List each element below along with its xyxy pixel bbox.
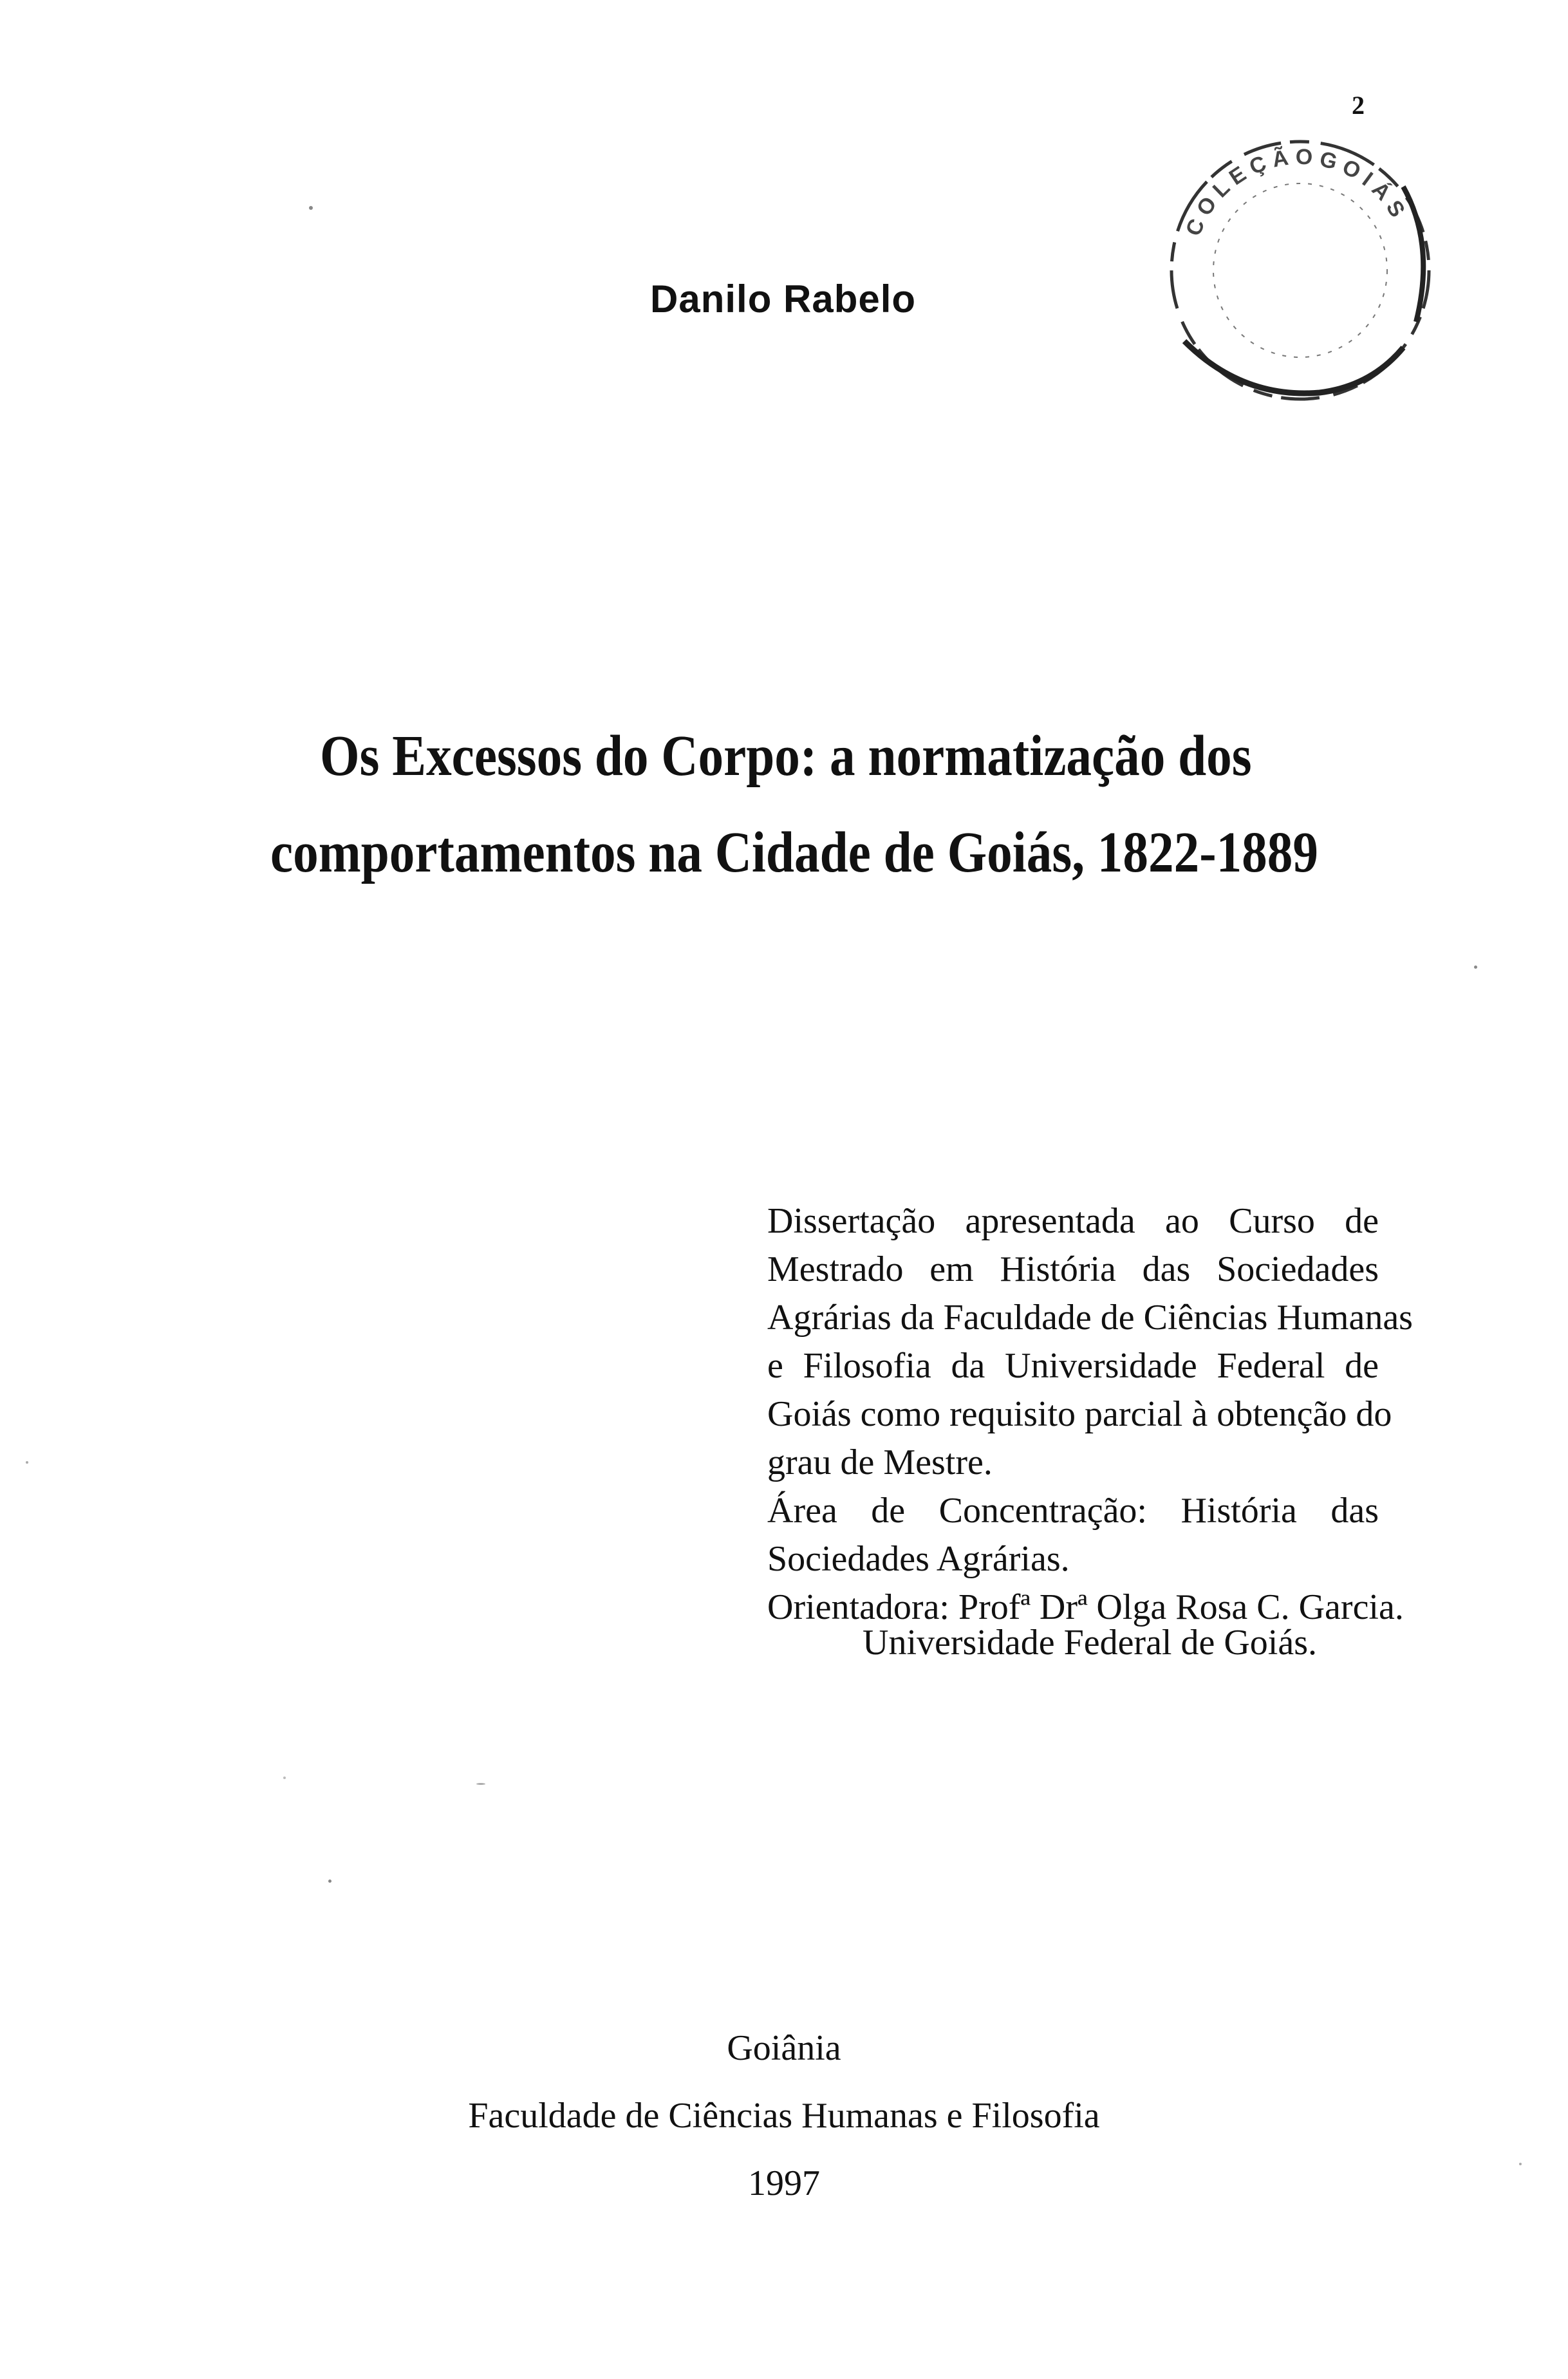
title-line-1: Os Excessos do Corpo: a normatização dos — [320, 724, 1252, 788]
title-line-2: comportamentos na Cidade de Goiás, 1822-1889 — [270, 821, 1318, 884]
description-line: e Filosofia da Universidade Federal de — [767, 1346, 1379, 1386]
scan-speck — [26, 1461, 28, 1464]
stamp-text: C O L E Ç Ã O G O I Á S — [1181, 144, 1410, 239]
footer-block — [0, 2015, 1568, 2217]
dissertation-title — [270, 708, 1318, 901]
page-number: 2 — [1352, 91, 1365, 120]
area-line: Sociedades Agrárias. — [767, 1539, 1070, 1579]
footer-year: 1997 — [748, 2163, 820, 2203]
scan-speck — [1519, 2163, 1522, 2165]
footer-faculty: Faculdade de Ciências Humanas e Filosofia — [468, 2096, 1100, 2136]
scan-speck — [1474, 966, 1477, 969]
description-line: Agrárias da Faculdade de Ciências Humanas — [767, 1298, 1413, 1338]
description-line: Goiás como requisito parcial à obtenção do — [767, 1394, 1392, 1434]
advisor-line: Orientadora: Profª Drª Olga Rosa C. Garcia. — [767, 1587, 1404, 1627]
scan-speck — [476, 1783, 485, 1785]
description-line: Dissertação apresentada ao Curso de — [767, 1201, 1379, 1241]
description-line: Mestrado em História das Sociedades — [767, 1249, 1379, 1289]
area-line: Área de Concentração: História das — [767, 1491, 1379, 1531]
institution-name: Universidade Federal de Goiás. — [863, 1623, 1317, 1663]
scan-speck — [283, 1777, 286, 1779]
scan-speck — [309, 206, 313, 210]
degree-line: grau de Mestre. — [767, 1442, 993, 1482]
svg-text:C O L E Ç Ã O G O I Á S — [1181, 145, 1410, 239]
scan-speck — [328, 1880, 331, 1883]
author-name: Danilo Rabelo — [650, 277, 917, 321]
library-stamp-icon — [1159, 129, 1442, 412]
dissertation-description — [767, 1197, 1413, 1632]
footer-city: Goiânia — [727, 2028, 841, 2068]
